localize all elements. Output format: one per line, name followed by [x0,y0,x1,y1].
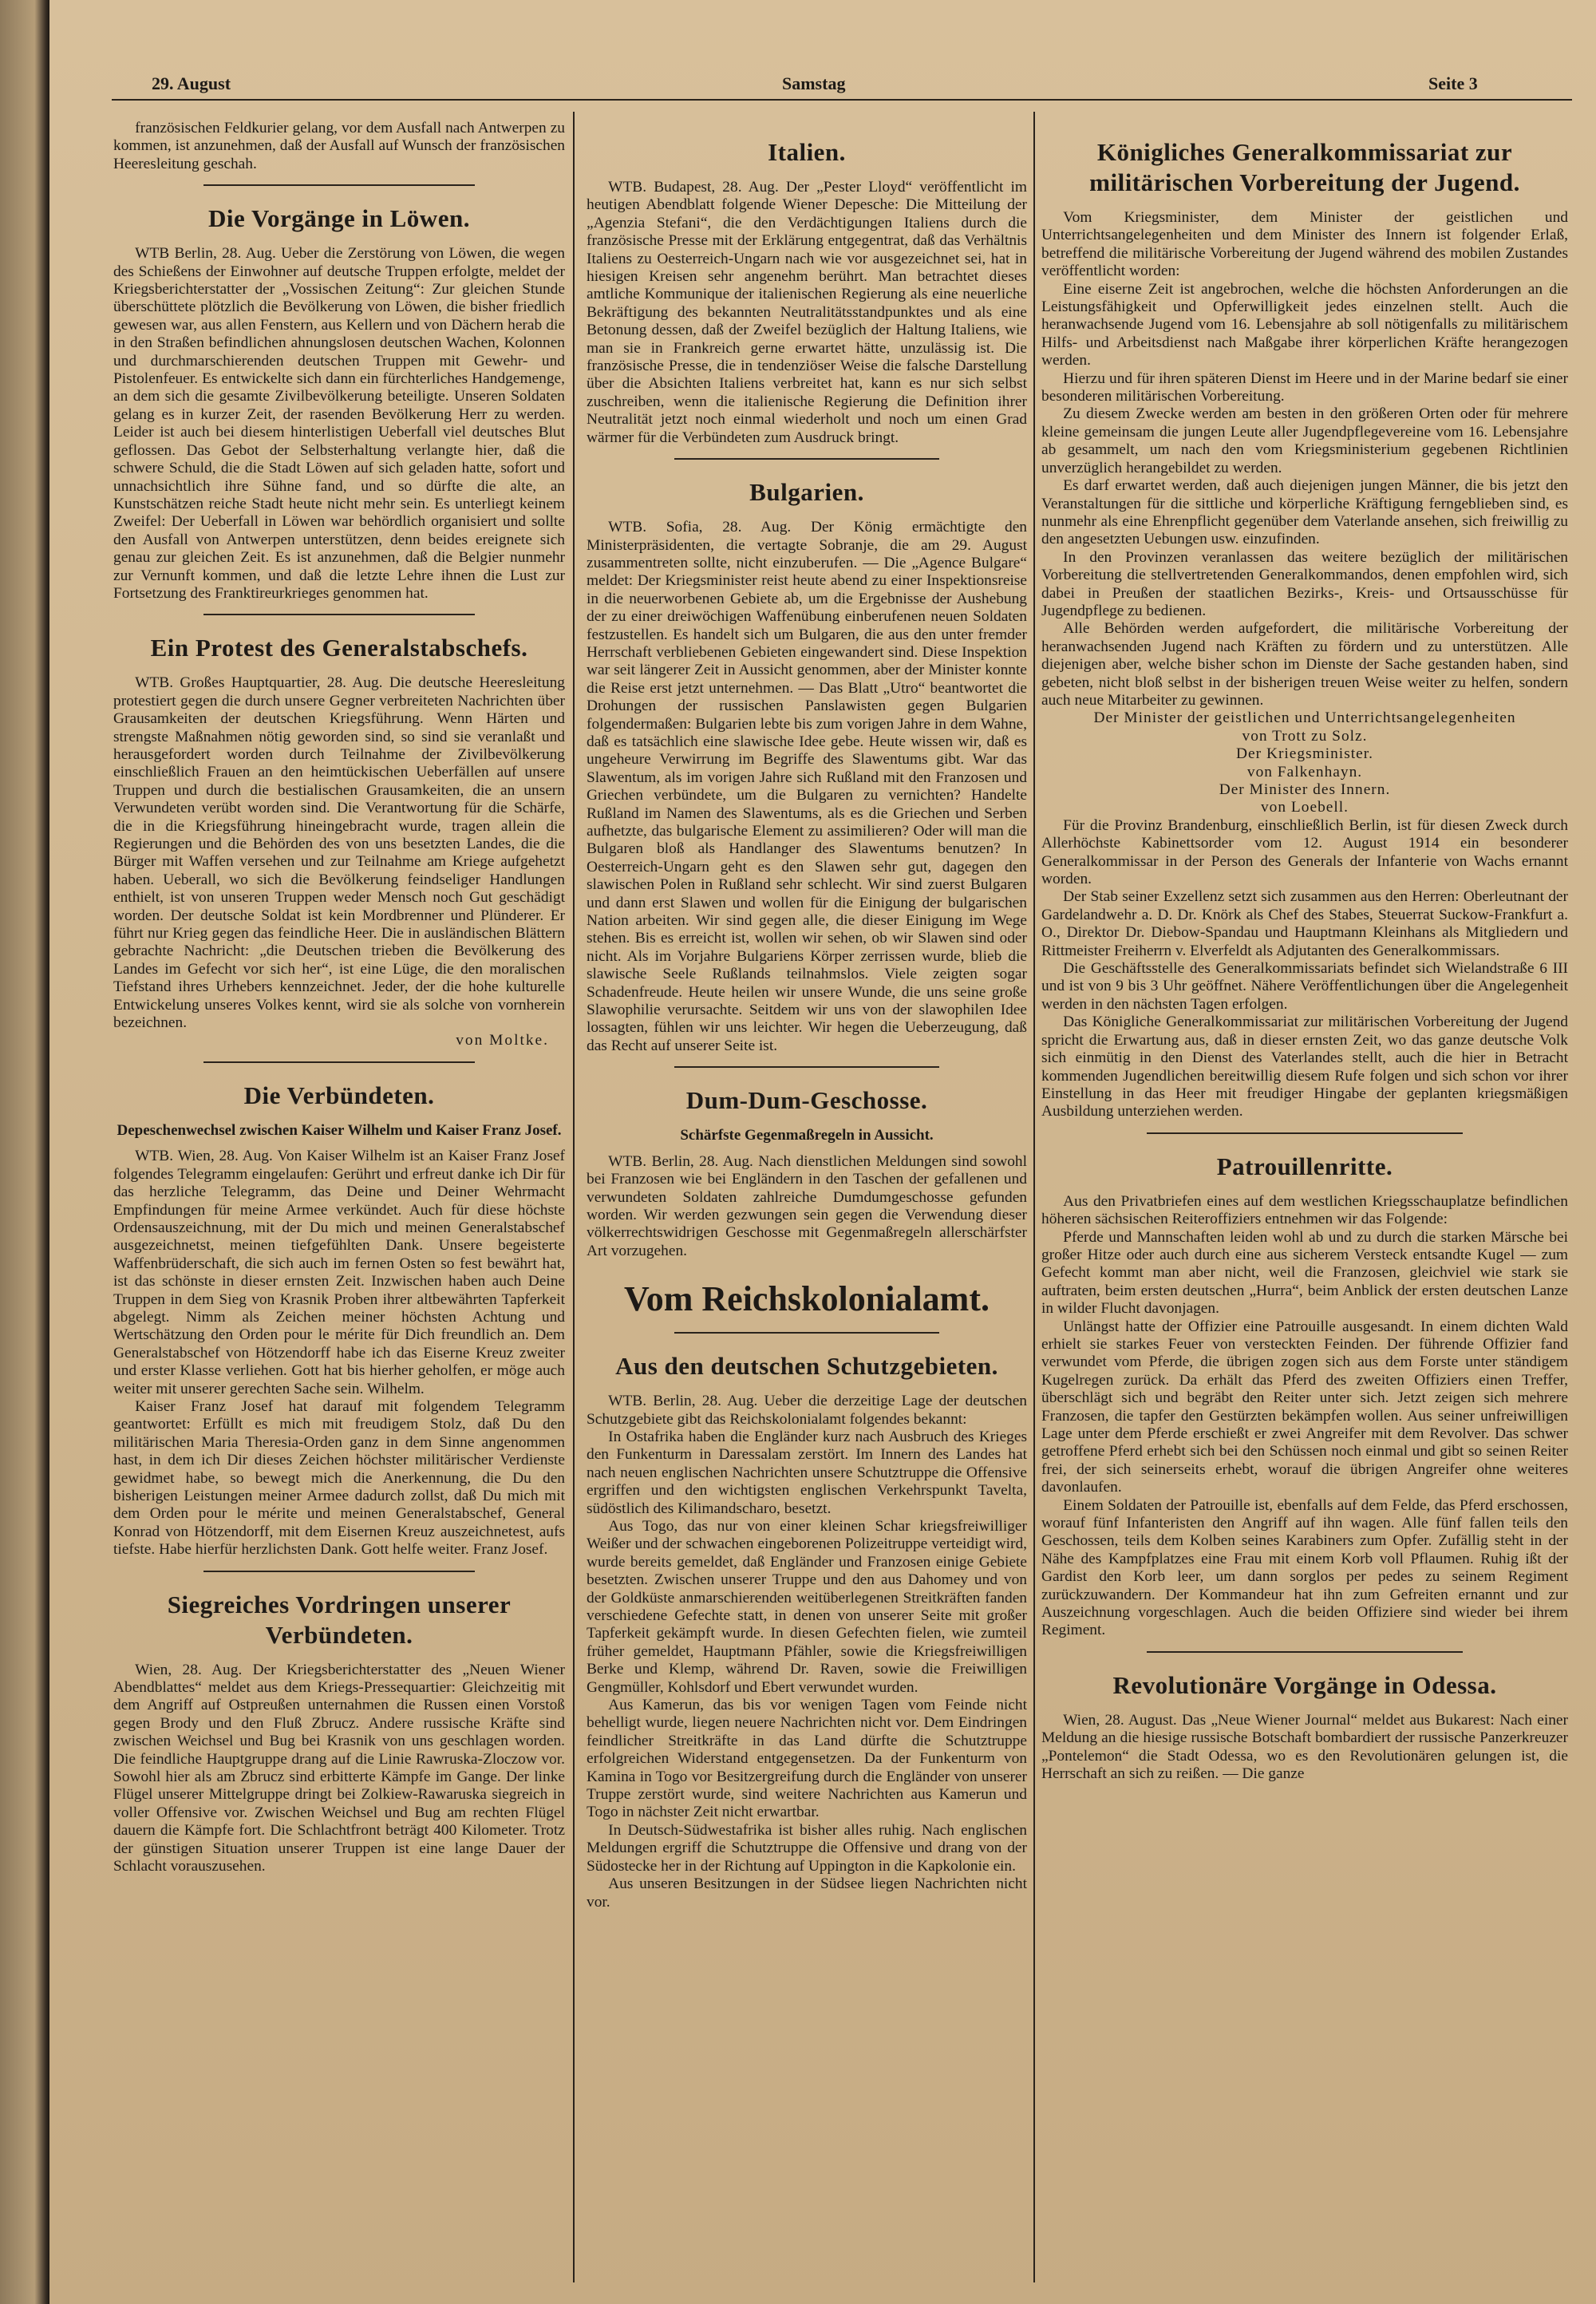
header-rule [112,99,1572,101]
article-paragraph: Alle Behörden werden aufgefordert, die militärische Vorbereitung der heranwachsenden Jugend nach Kräften zu fördern und zu unterstützen. Alle diejenigen aber, welche bisher schon im Dienste der Sache gestanden haben, sind gebeten, nicht bloß selbst in der bisherigen treuen Weise weiter zu helfen, sondern auch neue Mitarbeiter zu gewinnen. [1041,620,1568,709]
page-weekday: Samstag [782,73,846,93]
article-paragraph: Aus Togo, das nur von einer kleinen Schar kriegsfreiwilliger Weißer und der schwachen eingeborenen Polizeitruppe verteidigt wird, wurde bereits gemeldet, daß Engländer und Franzosen einige Gebiete besetzten. Zwischen unserer Truppe und den aus Dahomey und von der Goldküste anmarschierenden weitüberlegenen Streitkräften fanden verschiedene Gefechte statt, in denen von unserer Seite mit großer Tapferkeit gekämpft wurde. In diesen Gefechten fielen, wie zumteil früher gemeldet, Hauptmann Pfähler, sowie die Kriegsfreiwilligen Berke und Klemp, während Dr. Raven, sowie die Freiwilligen Gengmüller, Kohlsdorf und Ebert verwundet wurden. [587,1517,1027,1696]
article-paragraph: Einem Soldaten der Patrouille ist, ebenfalls auf dem Felde, das Pferd erschossen, worauf fünf Infanteristen den Angriff auf ihn wagen. Alle fünf fallen teils den Geschossen, teils dem Kolben seines Karabiners zum Opfer. Zufällig steht in der Nähe des Kampfplatzes eine Frau mit einem Korb voll Pflaumen. Ruhig ißt der Gardist den Korb leer, um dann sorglos per pedes zu seinem Regiment zurückzuwandern. Der Kommandeur hat ihn zum Gefreiten ernannt und zur Auszeichnung vorgeschlagen. Auch die beiden Offiziere sind wieder bei ihrem Regiment. [1041,1496,1568,1639]
article-paragraph: Hierzu und für ihren späteren Dienst im Heere und in der Marine bedarf sie einer besonderen militärischen Vorbereitung. [1041,370,1568,405]
section-divider [1147,1132,1463,1134]
decree-signature: Der Kriegsminister. [1236,745,1373,763]
article-headline: Ein Protest des Generalstabschefs. [150,634,528,662]
column-2 [587,120,1027,2274]
article-paragraph: Unlängst hatte der Offizier eine Patrouille ausgesandt. In einem dichten Wald erhielt sie starkes Feuer von versteckten Feinden. Der führende Offizier fand verwundet vom Pferde, die übrigen zogen sich aus dem Forste unter ständigem Kugelregen zurück. Da erhält das Pferd des zweiten Offiziers einen Treffer, überschlägt sich und begräbt den Reiter unter sich. Jetzt zeigen sich mehrere Franzosen, die tapfer den Gestürzten bekämpfen wollen. Aus seiner unfreiwilligen Lage unter dem Pferde erschießt er zwei Angreifer mit dem Revolver. Das schwer getroffene Pferd erhebt sich bei den Schüssen noch einmal und gibt so seinen Reiter frei, der sich seinerseits erhebt, worauf die übrigen Angreifer ohne weiteres davonlaufen. [1041,1318,1568,1496]
section-divider [674,458,938,460]
decree-signature: Der Minister der geistlichen und Unterrichtsangelegenheiten [1093,709,1516,727]
article-paragraph: Aus unseren Besitzungen in der Südsee liegen Nachrichten nicht vor. [587,1875,1027,1911]
article-paragraph: WTB. Wien, 28. Aug. Von Kaiser Wilhelm ist an Kaiser Franz Josef folgendes Telegramm eingelaufen: Gerührt und erfreut danke ich Dir für das herzliche Telegramm, das Deine und Deiner Wehrmacht Empfindungen für meine Armee verkündet. Auch für diese höchste Ordensauszeichnung, mit der Du mich und meinen Generalstabschef ausgezeichnetst, meinen tiefgefühlten Dank. Unsere begeisterte Waffenbrüderschaft, die sich auch im fernen Osten so fest bewährt hat, ist das schönste in dieser ernsten Zeit. Inzwischen haben auch Deine Truppen in dem Sieg von Krasnik Proben ihrer altbewährten Tapferkeit abgelegt. Nimm als Zeichen meiner höchsten Achtung und Wertschätzung den Orden pour le mérite für Dich freundlich an. Dem Generalstabschef von Hötzendorff habe ich das Eiserne Kreuz zweiter und erster Klasse verliehen. Gott hat bis hierher geholfen, er möge auch weiter mit unserer gerechten Sache sein. Wilhelm. [113,1148,565,1397]
article-paragraph: WTB. Sofia, 28. Aug. Der König ermächtigte den Ministerpräsidenten, die vertagte Sobranje, die am 29. August zusammentreten sollte, nicht einzuberufen. — Die „Agence Bulgare“ meldet: Der Kriegsminister reist heute abend zu einer Inspektionsreise in die neuerworbenen Gebiete ab, um die Ergebnisse der Aushebung der zu einer dreiwöchigen Waffenübung einberufenen neuen Soldaten festzustellen. Es handelt sich um Bulgaren, die aus den unter fremder Herrschaft verbliebenen Gebieten eingewandert sind. Diese Inspektion war seit längerer Zeit in Aussicht genommen, aber der Minister konnte die Reise erst jetzt unternehmen. — Das Blatt „Utro“ beantwortet die Drohungen der russischen Panslawisten gegen Bulgarien folgendermaßen: Bulgarien lebte bis zum vorigen Jahre in dem Wahne, daß es tatsächlich eine slawische Idee gebe. Heute wissen wir, daß es ungeheure Verwirrung im Begriffe des Slawentums gibt. War das Slawentum, als im vorigen Jahre sich Rußland mit den Franzosen und Griechen verbündete, um die Bulgaren zu vernichten? Handelte Rußland im Namen des Slawentums, als es die Griechen und Serben aufhetzte, das bulgarische Element zu assimilieren? Oder will man die Bulgaren bloß als Handlanger des Slawentums benutzen? In Oesterreich-Ungarn geht es den Slawen sehr gut, dagegen den slawischen Polen in Rußland sehr schlecht. Wir sind zuerst Bulgaren und dann erst Slawen und wollen für die Einigung der bulgarischen Nation arbeiten. Wir sind gegen alle, die dieser Einigung im Wege stehen. Bis es erreicht ist, wollen wir sehen, ob wir Slawen sind oder nicht. Als im Vorjahre Bulgariens Körper zerrissen wurde, blieb die slawische Seele Rußlands teilnahmslos. Viele zeigten sogar Schadenfreude. Heute heilen wir unsere Wunde, die uns seine große Slawophilie verursachte. Seitdem wir uns von der slawophilen Idee lossagten, fühlen wir uns leichter. Wir hegen die Ueberzeugung, daß das Recht auf unserer Seite ist. [587,519,1027,1054]
article-paragraph: Pferde und Mannschaften leiden wohl ab und zu durch die starken Märsche bei großer Hitze oder auch durch eine aus sicherem Versteck entsandte Kugel — zum Gefecht kommt man aber nicht, weil die Franzosen, gleichviel wie stark sie auftraten, beim ersten deutschen „Hurra“, beim Anblick der ersten deutschen Lanze in wilder Flucht davonjagen. [1041,1228,1568,1318]
section-divider [203,1571,475,1572]
decree-signature: von Loebell. [1260,799,1349,816]
page-number: Seite 3 [1428,73,1478,93]
article-paragraph: Eine eiserne Zeit ist angebrochen, welche die höchsten Anforderungen an die Leistungsfähigkeit und Opferwilligkeit jedes einzelnen stellt. Auch die heranwachsende Jugend vom 16. Lebensjahre ab soll nötigenfalls zu militärischem Hilfs- und Arbeitsdienst nach Maßgabe ihrer körperlichen Kräfte herangezogen werden. [1041,280,1568,370]
article-subheadline: Depeschenwechsel zwischen Kaiser Wilhelm und Kaiser Franz Josef. [117,1121,562,1139]
article-headline: Die Verbündeten. [243,1081,435,1109]
article-paragraph: WTB. Berlin, 28. Aug. Nach dienstlichen Meldungen sind sowohl bei Franzosen wie bei Engländern in den Taschen der gefallenen und verwundeten Soldaten zahlreiche Dumdumgeschosse gefunden worden. Wir werden gezwungen sein gegen die Verwendung dieser völkerrechtswidrigen Geschosse mit Gegenmaßregeln allerschärfster Art vorzugehen. [587,1152,1027,1259]
article-headline: Italien. [768,138,846,166]
article-paragraph: Für die Provinz Brandenburg, einschließlich Berlin, ist für diesen Zweck durch Allerhöchste Kabinettsorder vom 12. August 1914 ein besonderer Generalkommissar in der Person des Generals der Infanterie von Wachs ernannt worden. [1041,816,1568,888]
article-headline: Dum-Dum-Geschosse. [685,1086,928,1115]
section-divider [674,1332,938,1334]
article-headline: Revolutionäre Vorgänge in Odessa. [1112,1670,1497,1699]
article-headline: Die Vorgänge in Löwen. [208,204,470,233]
article-paragraph: Vom Kriegsminister, dem Minister der geistlichen und Unterrichtsangelegenheiten und dem Minister des Innern ist folgender Erlaß, betreffend die militärische Vorbereitung der Jugend während des mobilen Zustandes veröffentlicht worden: [1041,209,1568,280]
article-paragraph: WTB. Großes Hauptquartier, 28. Aug. Die deutsche Heeresleitung protestiert gegen die durch unsere Gegner verbreiteten Nachrichten über Grausamkeiten der deutschen Kriegsführung. Wenn Härten und strengste Maßnahmen nötig geworden sind, so sind sie veranlaßt und herausgefordert worden durch Teilnahme der Zivilbevölkerung einschließlich Frauen an den heimtückischen Ueberfällen auf unsere Truppen und durch die bestialischen Grausamkeiten, die an unsern Verwundeten verübt worden sind. Die Verantwortung für die Schärfe, die in die Kriegsführung hineingebracht wurde, tragen allein die Regierungen und die Behörden des von uns besetzten Landes, die die Bürger mit Waffen versehen und zur Teilnahme am Kriege aufgehetzt haben. Ueberall, wo sich die Bevölkerung feindseliger Handlungen enthielt, ist von unseren Truppen weder Mensch noch Gut geschädigt worden. Der deutsche Soldat ist kein Mordbrenner und Plünderer. Er führt nur Krieg gegen das feindliche Heer. Die in ausländischen Blättern gebrachte Nachricht: „die Deutschen trieben die Bevölkerung des Landes im Gefecht vor sich her“, ist eine Lüge, die den moralischen Tiefstand ihres Urhebers kennzeichnet. Jeder, der die hohe kulturelle Entwickelung unseres Volkes kennt, wird sie als solche von vornherein bezeichnen. [113,674,565,1032]
article-paragraph: WTB. Budapest, 28. Aug. Der „Pester Lloyd“ veröffentlicht im heutigen Abendblatt folgende Wiener Depesche: Die Mitteilung der „Agenzia Stefani“, die den Verdächtigungen Italiens durch die französische Presse mit der Erklärung entgegentrat, daß das Verhältnis Italiens zu Oesterreich-Ungarn nach wie vor ausgezeichnet sei, hat in hiesigen Kreisen sehr angenehm berührt. Man betrachtet dieses amtliche Kommunique der italienischen Regierung als eine neuerliche Bekräftigung des bekannten Neutralitätsstandpunktes und als eine Betonung dessen, daß der Zweifel bezüglich der Haltung Italiens, wie man sie in Frankreich gerne erwartet hätte, unzulässig ist. Die französische Presse, die in tendenziöser Weise die falsche Darstellung über die Absichten Italiens verbreitet hat, kann es nur sich selbst zuschreiben, wenn die italienische Regierung die Definition ihrer Neutralität jetzt noch einmal wiederholt und noch um einen Grad wärmer für die Verbündeten zum Ausdruck bringt. [587,179,1027,446]
article-paragraph: französischen Feldkurier gelang, vor dem Ausfall nach Antwerpen zu kommen, ist anzunehmen, daß der Ausfall auf Wunsch der französischen Heeresleitung geschah. [113,120,565,172]
article-headline: Bulgarien. [749,478,864,507]
article-paragraph: In den Provinzen veranlassen das weitere bezüglich der militärischen Vorbereitung die stellvertretenden Generalkommandos, denen empfohlen wird, sich dabei in Preußen der staatlichen Bezirks-, Kreis- und Ortsausschüsse für Jugendpflege zu bedienen. [1041,548,1568,619]
article-subheadline: Schärfste Gegenmaßregeln in Aussicht. [680,1127,934,1144]
decree-signature: von Trott zu Solz. [1242,727,1368,745]
column-3 [1041,120,1568,2274]
section-divider [203,1061,475,1063]
article-headline: Siegreiches Vordringen unserer Verbündeten. [167,1590,512,1649]
article-paragraph: In Deutsch-Südwestafrika ist bisher alles ruhig. Nach englischen Meldungen ergriff die Schutztruppe die Offensive und drang von der Südostecke her in der Richtung auf Uppington in die Kapkolonie ein. [587,1821,1027,1875]
article-signature: von Moltke. [456,1032,549,1049]
article-headline: Königliches Generalkommissariat zur militärischen Vorbereitung der Jugend. [1089,138,1520,196]
decree-signature: Der Minister des Innern. [1219,781,1391,798]
article-paragraph: Wien, 28. Aug. Der Kriegsberichterstatter des „Neuen Wiener Abendblattes“ meldet aus dem Kriegs-Pressequartier: Gleichzeitig mit dem Angriff auf Ostpreußen unternahmen die Russen einen Vorstoß gegen Brody und den Fluß Zbrucz. Andere russische Kräfte sind zwischen Weichsel und Bug bei Krasnik von uns geschlagen worden. Die feindliche Hauptgruppe drang auf die Linie Rawruska-Zloczow vor. Sowohl hier als am Zbrucz sind erbitterte Kämpfe im Gange. Der linke Flügel unserer Mittelgruppe dringt bei Zolkiew-Rawaruska siegreich in voller Offensive vor. Zwischen Weichsel und Bug am rechten Flügel dauern die Kämpfe fort. Die Schlachtfront beträgt 400 Kilometer. Trotz der günstigen Situation unserer Truppen ist eine lange Dauer der Schlacht vorauszusehen. [113,1661,565,1875]
page-date: 29. August [152,73,231,93]
section-divider [203,614,475,615]
article-paragraph: Aus den Privatbriefen eines auf dem westlichen Kriegsschauplatze befindlichen höheren sächsischen Reiteroffiziers entnehmen wir das Folgende: [1041,1192,1568,1228]
section-headline: Vom Reichskolonialamt. [624,1279,990,1319]
section-divider [674,1066,938,1068]
article-paragraph: Der Stab seiner Exzellenz setzt sich zusammen aus den Herren: Oberleutnant der Gardelandwehr a. D. Dr. Knörk als Chef des Stabes, Steuerrat Suckow-Frankfurt a. O., Direktor Dr. Diebow-Spandau und Hauptmann Kleinhans als Mitgliedern und Rittmeister Freiherrn v. Elverfeldt als Adjutanten des Generalkommissars. [1041,888,1568,959]
column-rule [573,112,575,2282]
article-paragraph: Kaiser Franz Josef hat darauf mit folgendem Telegramm geantwortet: Erfüllt es mich mit freudigem Stolz, daß Du den militärischen Maria Theresia-Orden ganz in dem Sinne angenommen hast, in dem ich Dir dieses Zeichen höchster militärischer Verdienste gewidmet habe, so bewegt mich die Anerkennung, die Du den bisherigen Leistungen meiner Armee dadurch zollst, daß Du mich mit dem Orden pour le mérite und meinen Generalstabschef, General Konrad von Hötzendorff, mit dem Eisernen Kreuz auszeichnetest, aufs tiefste. Habe hierfür herzlichsten Dank. Gott helfe weiter. Franz Josef. [113,1397,565,1559]
decree-signature: von Falkenhayn. [1246,763,1363,781]
article-paragraph: WTB. Berlin, 28. Aug. Ueber die derzeitige Lage der deutschen Schutzgebiete gibt das Reichskolonialamt folgendes bekannt: [587,1393,1027,1428]
section-divider [1147,1651,1463,1653]
article-paragraph: In Ostafrika haben die Engländer kurz nach Ausbruch des Krieges den Funkenturm in Daressalam zerstört. Im Innern des Landes hat nach neuen englischen Nachrichten unsere Schutztruppe die Offensive ergriffen und den wichtigsten englischen Verkehrspunkt Tavelta, südöstlich des Kilimandscharo, besetzt. [587,1428,1027,1517]
column-1 [113,120,565,2274]
section-divider [203,184,475,186]
article-paragraph: WTB Berlin, 28. Aug. Ueber die Zerstörung von Löwen, die wegen des Schießens der Einwohner auf deutsche Truppen erfolgte, meldet der Kriegsberichterstatter der „Vossischen Zeitung“: Zur gleichen Stunde überschüttete plötzlich die Bevölkerung von Löwen, die bisher friedlich gewesen war, aus allen Fenstern, aus Kellern und von Dächern herab die in den Straßen befindlichen ahnungslosen deutschen Wachen, Kolonnen und durchmarschierenden deutschen Truppen mit Gewehr- und Pistolenfeuer. Es entwickelte sich dann ein fürchterliches Handgemenge, an dem sich die gesamte Zivilbevölkerung beteiligte. Unseren Soldaten gelang es in kurzer Zeit, der rasenden Bevölkerung Herr zu werden. Leider ist auch bei diesem hinterlistigen Ueberfall viel deutsches Blut geflossen. Das Gebot der Selbsterhaltung verlangte hier, daß die schwere Schuld, die die Stadt Löwen auf sich geladen hatte, sofort und unnachsichtlich ihre Sühne fand, und so dürfte die alte, an Kunstschätzen reiche Stadt heute nicht mehr sein. Es unterliegt keinem Zweifel: Der Ueberfall in Löwen war behördlich organisiert und sollte den Ausfall von Antwerpen unterstützen, denn beides ereignete sich genau zur gleichen Zeit. Es ist anzunehmen, daß die Belgier nunmehr zur Vernunft kommen, und daß die letzte Lehre ihnen die Lust zur Fortsetzung des Franktireurkrieges genommen hat. [113,245,565,602]
article-paragraph: Die Geschäftsstelle des Generalkommissariats befindet sich Wielandstraße 6 III und ist von 9 bis 3 Uhr geöffnet. Nähere Veröffentlichungen über die Angelegenheit werden in den nächsten Tagen erfolgen. [1041,960,1568,1013]
article-paragraph: Zu diesem Zwecke werden am besten in den größeren Orten oder für mehrere kleine gemeinsam die jungen Leute aller Jugendpflegevereine vom 16. Lebensjahre ab gesammelt, um nach den vom Kriegsministerium gegebenen Richtlinien unverzüglich herangebildet zu werden. [1041,405,1568,476]
article-paragraph: Das Königliche Generalkommissariat zur militärischen Vorbereitung der Jugend spricht die Erwartung aus, daß in dieser ernsten Zeit, wo das ganze deutsche Volk sich einmütig in den Dienst des Vaterlandes stellt, auch die hier in Betracht kommenden Jugendlichen bereitwillig diesem Rufe folgen und sich schon vor ihrer Einstellung in das Heer mit freudiger Hingabe der geplanten kriegsmäßigen Ausbildung unterziehen werden. [1041,1014,1568,1120]
book-binding-edge [0,0,49,2304]
article-headline: Patrouillenritte. [1216,1152,1393,1180]
article-paragraph: Aus Kamerun, das bis vor wenigen Tagen vom Feinde nicht behelligt wurde, liegen neuere Nachrichten nicht vor. Dem Eindringen feindlicher Streitkräfte in das Land dürfte die Schutztruppe erfolgreichen Widerstand entgegensetzen. Da der Funkenturm von Kamina in Togo vor Besitzergreifung durch die Engländer von unserer Truppe zerstört wurde, sind weitere Nachrichten aus Kamerun und Togo in nächster Zeit nicht erwartbar. [587,1697,1027,1821]
article-paragraph: Es darf erwartet werden, daß auch diejenigen jungen Männer, die bis jetzt den Veranstaltungen für die sittliche und körperliche Kräftigung ferngeblieben sind, es nunmehr als eine Ehrenpflicht gegenüber dem Vaterlande ansehen, sich freiwillig zu den angesetzten Uebungen usw. einzufinden. [1041,477,1568,548]
article-headline: Aus den deutschen Schutzgebieten. [615,1352,998,1381]
column-rule [1033,112,1035,2282]
article-paragraph: Wien, 28. August. Das „Neue Wiener Journal“ meldet aus Bukarest: Nach einer Meldung an die hiesige russische Botschaft bombardiert der russische Panzerkreuzer „Pontelemon“ die Stadt Odessa, wo es den Revolutionären gelungen ist, die Herrschaft an sich zu reißen. — Die ganze [1041,1711,1568,1783]
